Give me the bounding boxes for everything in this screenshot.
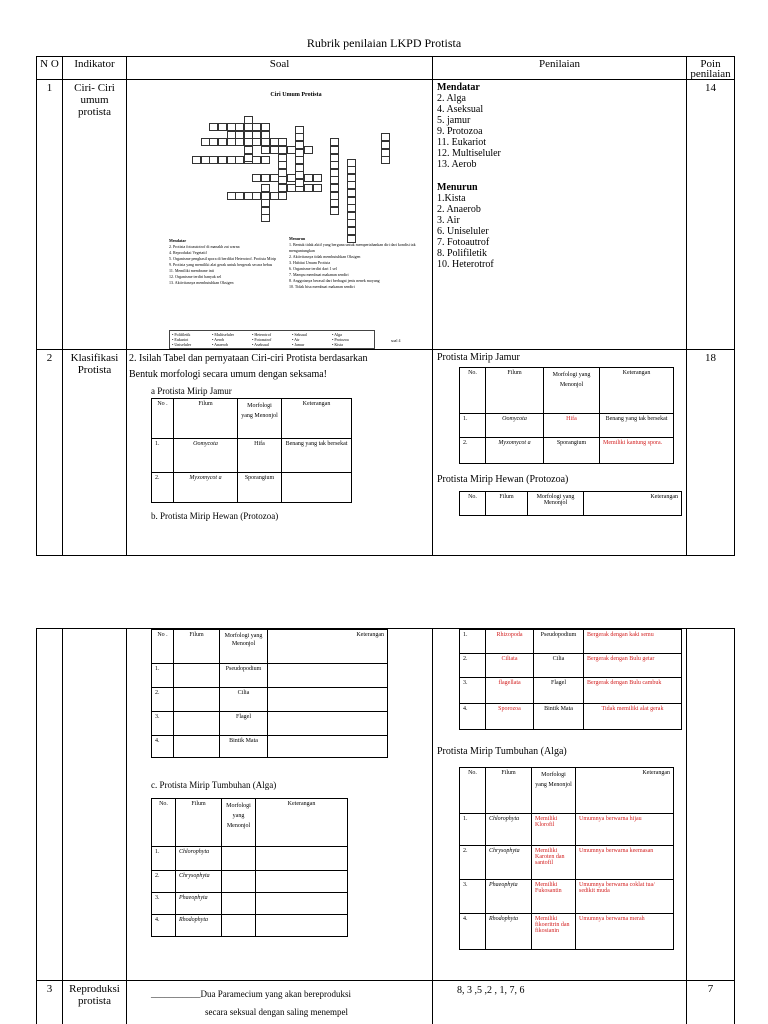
- col-no: No .: [152, 630, 174, 664]
- crossword-mendatar-title: Mendatar: [169, 238, 187, 243]
- cell-no: 3.: [460, 880, 486, 914]
- cell-no: 2.: [460, 846, 486, 880]
- row3-indikator: Reproduksi protista: [63, 981, 127, 1024]
- cell-no: 2.: [460, 438, 486, 464]
- table-row: [460, 704, 682, 730]
- row3-penilaian: 8, 3 ,5 ,2 , 1, 7, 6: [433, 981, 687, 1024]
- cell-filum: Oomycota: [174, 439, 238, 473]
- cell-filum: Oomycota: [486, 414, 544, 438]
- row2-penilaian-continued: [433, 629, 687, 981]
- table-row: [460, 414, 674, 438]
- col-morfologi: Morfologi yang Menonjol: [220, 630, 268, 664]
- crossword-mendatar-clues: [169, 238, 285, 286]
- alga-answer-table: [459, 767, 674, 950]
- col-keterangan: Keterangan: [576, 768, 674, 814]
- cell-filum: Myxomycot a: [486, 438, 544, 464]
- col-filum: Filum: [174, 630, 220, 664]
- clue-item: 2. Aktivitasnya tidak membutuhkan Oksigen: [289, 254, 361, 259]
- word-bank-item: • Seksual: [292, 332, 307, 337]
- table-row: [152, 439, 352, 473]
- col-keterangan: Keterangan: [282, 399, 352, 439]
- rubric-table-page-1: [36, 56, 735, 556]
- header-poin: Poin penilaian: [687, 57, 735, 80]
- col-filum: Filum: [486, 768, 532, 814]
- cell-no: 2.: [460, 654, 486, 678]
- col-no: No.: [460, 368, 486, 414]
- cell-keterangan: Memiliki kantung spora.: [600, 438, 674, 464]
- answer-item: 2. Anaerob: [437, 204, 481, 215]
- cell-no: 4.: [152, 736, 174, 758]
- answer-item: 1.Kista: [437, 193, 466, 204]
- answer-item: 4. Aseksual: [437, 104, 484, 115]
- cell-filum: Ciliata: [486, 654, 534, 678]
- clue-item: 13. Aktivitasnya membutuhkan Oksigen: [169, 280, 234, 285]
- cell-morfologi: Cilia: [220, 688, 268, 712]
- cell-morfologi: Sporangium: [238, 473, 282, 503]
- word-bank-item: • Polifiletik: [172, 332, 191, 337]
- col-filum: Filum: [174, 399, 238, 439]
- cell-morfologi: Pseudopodium: [220, 664, 268, 688]
- col-keterangan: Keterangan: [256, 799, 348, 847]
- cell-morfologi: Cilia: [534, 654, 584, 678]
- cell-filum: Rhizopoda: [486, 630, 534, 654]
- ans-jamur-title: Protista Mirip Jamur: [437, 352, 520, 363]
- cell-morfologi: Memiliki Fukosantin: [532, 880, 576, 914]
- col-morfologi: Morfologi yang Menonjol: [532, 768, 576, 814]
- word-bank-item: • Uniseluler: [172, 342, 192, 347]
- answer-item: 7. Fotoautrof: [437, 237, 490, 248]
- word-bank-item: • Heterotrof: [252, 332, 272, 337]
- word-bank-item: • Anaerob: [212, 342, 228, 347]
- word-bank-item: • Eukariot: [172, 337, 189, 342]
- table-row: [152, 915, 348, 937]
- row3-soal-line-2: secara seksual dengan saling menempel: [205, 1007, 348, 1017]
- cell-morfologi: Hifa: [544, 414, 600, 438]
- clue-item: 2. Protista fotoautotrof di manakh zat warna: [169, 244, 240, 249]
- hewan-answer-header-table: [459, 491, 682, 516]
- table-row: [460, 678, 682, 704]
- answer-mendatar-title: Mendatar: [437, 82, 480, 93]
- crossword-menurun-title: Menurun: [289, 236, 306, 241]
- table-row: [152, 893, 348, 915]
- row1-penilaian: [433, 80, 687, 350]
- row1-soal: [127, 80, 433, 350]
- row1-indikator: Ciri- Ciri umum protista: [63, 80, 127, 350]
- cell-no: 4.: [460, 704, 486, 730]
- word-bank: [169, 330, 375, 349]
- table-row: [460, 914, 674, 950]
- answer-item: 8. Polifiletik: [437, 248, 487, 259]
- cell-keterangan: Umumnya berwarna coklat tua/ sedikit muda: [576, 880, 674, 914]
- col-no: No.: [460, 768, 486, 814]
- crossword-cell: [278, 176, 287, 184]
- table-row: [152, 847, 348, 871]
- word-bank-item: • Alga: [332, 332, 342, 337]
- page-title: Rubrik penilaian LKPD Protista: [306, 36, 462, 50]
- section-a-title: a Protista Mirip Jamur: [151, 386, 232, 396]
- rubric-row-2: [37, 350, 735, 556]
- word-bank-item: • Fotoautrof: [252, 337, 272, 342]
- cell-morfologi: Memiliki Karoten dan santofil: [532, 846, 576, 880]
- clue-item: 9. Protista yang memiliki alat gerak untuk bergerak secara bebas: [169, 262, 273, 267]
- table-row: [460, 630, 682, 654]
- col-keterangan: Keterangan: [268, 630, 388, 664]
- table-row: [152, 473, 352, 503]
- hewan-question-table: [151, 629, 388, 758]
- row2-soal-continued: [127, 629, 433, 981]
- cell-filum: Chrysophyta: [176, 871, 222, 893]
- crossword-cell: [330, 207, 339, 215]
- col-keterangan: Keterangan: [600, 368, 674, 414]
- cell-filum: Rhodophyta: [176, 915, 222, 937]
- table-row: [152, 712, 388, 736]
- rubric-table-page-2: [36, 628, 735, 1024]
- header-penilaian: Penilaian: [433, 57, 687, 80]
- cell-morfologi: Flagel: [534, 678, 584, 704]
- cell-keterangan: [282, 473, 352, 503]
- table-row: [460, 438, 674, 464]
- crossword-cell: [278, 192, 287, 200]
- answer-item: 12. Multiseluler: [437, 148, 501, 159]
- clue-item: 5. Organisme penghasil spora di berdifat Heterotrof. Protista Mirip: [169, 256, 277, 261]
- cell-keterangan: Benang yang tak bersekat: [600, 414, 674, 438]
- row2-no: 2: [37, 350, 63, 556]
- cell-filum: Sporozoa: [486, 704, 534, 730]
- crossword-cell: [313, 184, 322, 192]
- hewan-answer-table: [459, 629, 682, 730]
- crossword-page-note: soal 4: [391, 338, 401, 343]
- ans-hewan-title: Protista Mirip Hewan (Protozoa): [437, 474, 569, 485]
- answer-item: 6. Uniseluler: [437, 226, 489, 237]
- clue-item: 10. Tidak bisa membuat makanan sendiri: [289, 284, 355, 289]
- col-filum: Filum: [486, 492, 528, 516]
- cell-morfologi: Flagel: [220, 712, 268, 736]
- rubric-row-3: [37, 981, 735, 1024]
- row2-indikator: Klasifikasi Protista: [63, 350, 127, 556]
- word-bank-item: • Protozoa: [332, 337, 349, 342]
- table-row: [152, 688, 388, 712]
- crossword-cell: [244, 154, 253, 162]
- alga-question-table: [151, 798, 348, 937]
- crossword-title: Ciri Umum Protista: [270, 92, 322, 98]
- table-row: [460, 814, 674, 846]
- cell-no: 1.: [152, 847, 176, 871]
- answer-menurun: [437, 182, 682, 270]
- col-no: No.: [152, 799, 176, 847]
- row3-no: 3: [37, 981, 63, 1024]
- col-no: No.: [460, 492, 486, 516]
- col-keterangan: Keterangan: [584, 492, 682, 516]
- cell-keterangan: Tidak memiliki alat gerak: [584, 704, 682, 730]
- col-filum: Filum: [486, 368, 544, 414]
- answer-item: 5. jamur: [437, 115, 471, 126]
- table-row: [460, 846, 674, 880]
- cell-filum: Phaeophyta: [176, 893, 222, 915]
- crossword-image: [165, 86, 427, 348]
- cell-filum: Chlorophyta: [486, 814, 532, 846]
- section-b-title: b. Protista Mirip Hewan (Protozoa): [151, 511, 279, 521]
- cell-keterangan: Benang yang tak bersekat: [282, 439, 352, 473]
- crossword-cell: [261, 156, 270, 164]
- header-soal: Soal: [127, 57, 433, 80]
- table-row: [460, 880, 674, 914]
- col-morfologi: Morfologi yang Menonjol: [238, 399, 282, 439]
- answer-mendatar: [437, 82, 682, 170]
- cell-keterangan: Bergerak dengan kaki semu: [584, 630, 682, 654]
- cell-filum: Phaeophyta: [486, 880, 532, 914]
- header-indikator: Indikator: [63, 57, 127, 80]
- row3-soal-line-1: ___________Dua Paramecium yang akan bereproduksi: [151, 989, 351, 999]
- clue-item: 8. Anggotanya berasal dari berbagai jenis nenek moyang: [289, 278, 380, 283]
- row1-poin: 14: [687, 80, 735, 350]
- cell-keterangan: Umumnya berwarna keemasan: [576, 846, 674, 880]
- clue-item: 11. Memiliki membrane inti: [169, 268, 214, 273]
- col-morfologi: Morfologi yang Menonjol: [544, 368, 600, 414]
- answer-item: 2. Alga: [437, 93, 466, 104]
- cell-morfologi: Bintik Mata: [220, 736, 268, 758]
- cell-no: 1.: [460, 630, 486, 654]
- clue-item: 7. Mampu membuat makanan sendiri: [289, 272, 349, 277]
- instruction-line-2: Bentuk morfologi secara umum dengan seksama!: [129, 369, 327, 380]
- table-row: [460, 654, 682, 678]
- cell-no: 1.: [152, 664, 174, 688]
- answer-item: 13. Aerob: [437, 159, 477, 170]
- crossword-cell: [381, 156, 390, 164]
- crossword-cell: [304, 146, 313, 154]
- cell-filum: Chrysophyta: [486, 846, 532, 880]
- answer-item: 10. Heterotrof: [437, 259, 494, 270]
- header-no: N O: [37, 57, 63, 80]
- row3-soal: [127, 981, 433, 1024]
- cell-keterangan: Bergerak dengan Bulu getar: [584, 654, 682, 678]
- jamur-question-table: [151, 398, 352, 503]
- section-c-title: c. Protista Mirip Tumbuhan (Alga): [151, 780, 277, 790]
- cell-filum: Chlorophyta: [176, 847, 222, 871]
- crossword-menurun-clues: [289, 236, 423, 290]
- cell-filum: Rhodophyta: [486, 914, 532, 950]
- cell-keterangan: Bergerak dengan Bulu cambuk: [584, 678, 682, 704]
- cell-no: 3.: [460, 678, 486, 704]
- row2-penilaian: [433, 350, 687, 556]
- cell-no: 2.: [152, 871, 176, 893]
- ans-alga-title: Protista Mirip Tumbuhan (Alga): [437, 746, 567, 757]
- answer-item: 3. Air: [437, 215, 460, 226]
- clue-item: 4. Reproduksi Vegetatif: [169, 250, 207, 255]
- cell-no: 1.: [460, 814, 486, 846]
- cell-no: 4.: [460, 914, 486, 950]
- answer-item: 11. Eukariot: [437, 137, 487, 148]
- word-bank-item: • Aerob: [212, 337, 225, 342]
- cell-no: 1.: [152, 439, 174, 473]
- cell-no: 3.: [152, 893, 176, 915]
- instruction-line-1: 2. Isilah Tabel dan pernyataan Ciri-ciri Protista berdasarkan: [129, 353, 368, 364]
- table-row: [152, 664, 388, 688]
- row3-poin: 7: [687, 981, 735, 1024]
- clue-item: 6. Organisme terdiri dari 1 sel: [289, 266, 337, 271]
- crossword-cell: [313, 174, 322, 182]
- cell-morfologi: Memiliki fikoeritrin dan fikosianin: [532, 914, 576, 950]
- rubric-row-1: [37, 80, 735, 350]
- word-bank-item: • Aseksual: [252, 342, 269, 347]
- word-bank-item: • Multiseluler: [212, 332, 234, 337]
- word-bank-item: • Air: [292, 337, 300, 342]
- cell-no: 2.: [152, 473, 174, 503]
- crossword-cell: [261, 214, 270, 222]
- cell-no: 2.: [152, 688, 174, 712]
- row2-soal: [127, 350, 433, 556]
- word-bank-item: • Kista: [332, 342, 343, 347]
- rubric-row-2-continued: [37, 629, 735, 981]
- crossword-grid: [175, 108, 415, 238]
- cell-morfologi: Pseudopodium: [534, 630, 584, 654]
- word-bank-item: • Jamur: [292, 342, 305, 347]
- cell-morfologi: Bintik Mata: [534, 704, 584, 730]
- cell-filum: Myxomycot a: [174, 473, 238, 503]
- header-row: [37, 57, 735, 80]
- crossword-cell: [295, 179, 304, 187]
- cell-keterangan: Umumnya berwarna hijau: [576, 814, 674, 846]
- cell-filum: flagellata: [486, 678, 534, 704]
- table-row: [152, 736, 388, 758]
- cell-no: 4.: [152, 915, 176, 937]
- cell-morfologi: Memiliki Klorofil: [532, 814, 576, 846]
- cell-no: 3.: [152, 712, 174, 736]
- table-row: [152, 871, 348, 893]
- row1-no: 1: [37, 80, 63, 350]
- cell-no: 1.: [460, 414, 486, 438]
- col-filum: Filum: [176, 799, 222, 847]
- cell-morfologi: Sporangium: [544, 438, 600, 464]
- clue-item: 12. Organisme terdiri banyak sel: [169, 274, 222, 279]
- jamur-answer-table: [459, 367, 674, 464]
- cell-morfologi: Hifa: [238, 439, 282, 473]
- clue-item: 1. Bentuk tidak aktif yang berguna untuk mempertahankan diri dari kondisi tak menguntungkan: [289, 242, 416, 253]
- answer-item: 9. Protozoa: [437, 126, 483, 137]
- col-morfologi: Morfologi yang Menonjol: [528, 492, 584, 516]
- col-no: No .: [152, 399, 174, 439]
- row2-poin: 18: [687, 350, 735, 556]
- answer-menurun-title: Menurun: [437, 182, 478, 193]
- cell-keterangan: Umumnya berwarna merah: [576, 914, 674, 950]
- clue-item: 3. Habitat Umum Protista: [289, 260, 331, 265]
- col-morfologi: Morfologi yang Menonjol: [222, 799, 256, 847]
